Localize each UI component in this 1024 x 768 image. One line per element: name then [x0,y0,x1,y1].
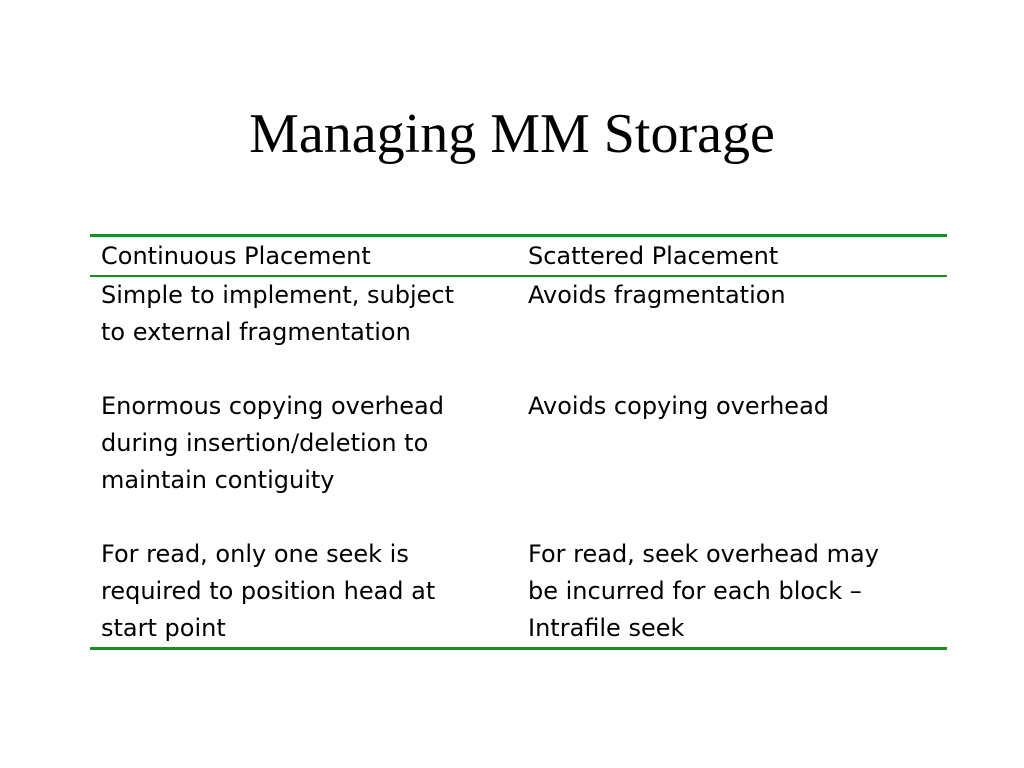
table-header-row [90,236,947,277]
table-row [90,276,947,649]
scattered-placement-cell [517,276,947,649]
cell-text: Simple to implement, subject to external fragmentation Enormous copying overhead during insertion/deletion to maintain contiguity For read, only one seek is required to position head at start point [101,281,455,642]
header-scattered-placement: Scattered Placement [528,242,779,270]
cell-text: Avoids fragmentation Avoids copying overhead For read, seek overhead may be incurred for each block – Intrafile seek [528,281,879,642]
slide-title: Managing MM Storage [249,103,775,165]
comparison-table [90,234,947,650]
header-continuous-placement: Continuous Placement [101,242,371,270]
continuous-placement-cell [90,276,517,649]
